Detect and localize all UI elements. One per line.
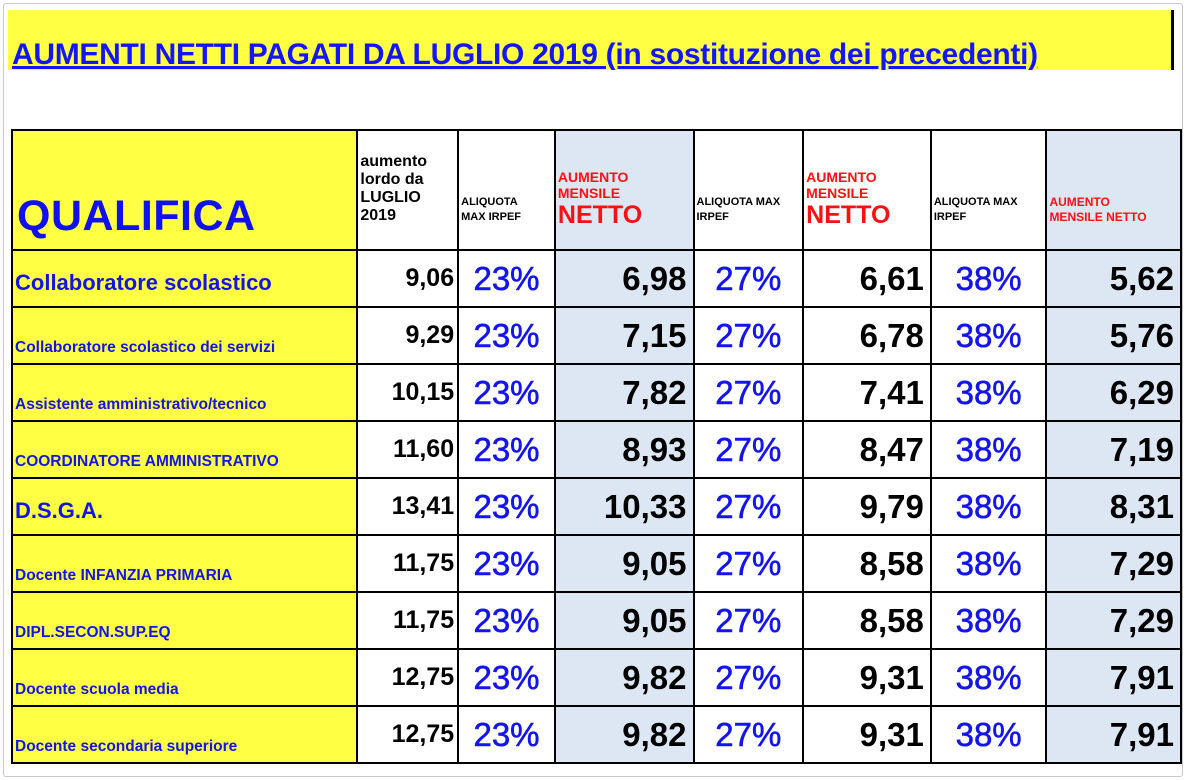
aliquota-cell: 23%	[458, 535, 555, 592]
table-row	[12, 364, 1181, 421]
header-aumento-lordo	[357, 130, 458, 250]
aliquota-cell: 23%	[458, 478, 555, 535]
netto-cell: 9,05	[555, 592, 694, 649]
lordo-cell: 9,29	[357, 307, 458, 364]
table-row	[12, 592, 1181, 649]
aliquota-cell: 27%	[694, 421, 804, 478]
header-netto-1	[555, 130, 694, 250]
netto-cell: 8,58	[803, 592, 931, 649]
lordo-cell: 13,41	[357, 478, 458, 535]
netto-cell: 9,05	[555, 535, 694, 592]
title-band	[8, 10, 1174, 70]
header-netto-line: AUMENTO	[806, 169, 877, 185]
aliquota-cell: 23%	[458, 649, 555, 706]
netto-cell: 9,82	[555, 706, 694, 763]
netto-cell: 7,29	[1046, 592, 1181, 649]
header-netto-big: NETTO	[806, 201, 891, 229]
lordo-cell: 11,75	[357, 535, 458, 592]
netto-cell: 7,19	[1046, 421, 1181, 478]
header-lordo-line: LUGLIO	[360, 189, 421, 206]
netto-cell: 10,33	[555, 478, 694, 535]
aliquota-cell: 38%	[931, 364, 1047, 421]
header-aliquota-line: ALIQUOTA MAX	[696, 196, 781, 208]
header-netto-3	[1046, 130, 1181, 250]
table-row	[12, 250, 1181, 307]
header-lordo-line: aumento	[360, 153, 428, 170]
lordo-cell: 11,75	[357, 592, 458, 649]
lordo-cell: 11,60	[357, 421, 458, 478]
aliquota-cell: 27%	[694, 250, 804, 307]
header-netto-2	[803, 130, 931, 250]
aliquota-cell: 38%	[931, 535, 1047, 592]
header-aliquota-line: IRPEF	[933, 211, 967, 223]
qualifica-cell: Collaboratore scolastico	[12, 250, 357, 307]
qualifica-cell: D.S.G.A.	[12, 478, 357, 535]
aliquota-cell: 23%	[458, 592, 555, 649]
netto-cell: 8,93	[555, 421, 694, 478]
header-aliquota-line: ALIQUOTA MAX	[933, 196, 1018, 208]
header-aliquota-1	[458, 130, 555, 250]
aliquota-cell: 38%	[931, 649, 1047, 706]
aliquota-cell: 27%	[694, 478, 804, 535]
netto-cell: 8,31	[1046, 478, 1181, 535]
header-lordo-line: lordo da	[360, 171, 424, 188]
header-aliquota-line: MAX IRPEF	[461, 211, 522, 223]
netto-cell: 7,15	[555, 307, 694, 364]
aliquota-cell: 23%	[458, 250, 555, 307]
qualifica-cell: Collaboratore scolastico dei servizi	[12, 307, 357, 364]
table-row	[12, 706, 1181, 763]
netto-cell: 7,41	[803, 364, 931, 421]
header-aliquota-3	[931, 130, 1047, 250]
aliquota-cell: 23%	[458, 307, 555, 364]
document-title: AUMENTI NETTI PAGATI DA LUGLIO 2019 (in sostituzione dei precedenti)	[12, 38, 1038, 71]
table-row	[12, 649, 1181, 706]
netto-cell: 9,31	[803, 649, 931, 706]
netto-cell: 9,82	[555, 649, 694, 706]
table-row	[12, 307, 1181, 364]
header-netto-line: MENSILE NETTO	[1049, 210, 1147, 224]
aliquota-cell: 23%	[458, 364, 555, 421]
document-page	[3, 3, 1183, 777]
aliquota-cell: 38%	[931, 592, 1047, 649]
aliquota-cell: 38%	[931, 478, 1047, 535]
netto-cell: 7,91	[1046, 649, 1181, 706]
aliquota-cell: 27%	[694, 706, 804, 763]
aliquota-cell: 38%	[931, 421, 1047, 478]
qualifica-cell: Assistente amministrativo/tecnico	[12, 364, 357, 421]
header-aliquota-2	[694, 130, 804, 250]
netto-cell: 6,61	[803, 250, 931, 307]
header-netto-line: MENSILE	[806, 185, 869, 201]
aliquota-cell: 27%	[694, 649, 804, 706]
header-lordo-line: 2019	[360, 207, 396, 224]
header-qualifica: QUALIFICA	[12, 130, 357, 250]
qualifica-cell: COORDINATORE AMMINISTRATIVO	[12, 421, 357, 478]
lordo-cell: 12,75	[357, 706, 458, 763]
header-netto-line: AUMENTO	[1049, 195, 1110, 209]
header-netto-big: NETTO	[557, 201, 643, 229]
aliquota-cell: 23%	[458, 421, 555, 478]
aliquota-cell: 38%	[931, 250, 1047, 307]
lordo-cell: 12,75	[357, 649, 458, 706]
netto-cell: 6,98	[555, 250, 694, 307]
qualifica-cell: Docente scuola media	[12, 649, 357, 706]
netto-cell: 7,82	[555, 364, 694, 421]
qualifica-cell: Docente INFANZIA PRIMARIA	[12, 535, 357, 592]
table-row	[12, 421, 1181, 478]
table-row	[12, 535, 1181, 592]
qualifica-cell: Docente secondaria superiore	[12, 706, 357, 763]
netto-cell: 9,31	[803, 706, 931, 763]
lordo-cell: 10,15	[357, 364, 458, 421]
aliquota-cell: 27%	[694, 307, 804, 364]
netto-cell: 8,47	[803, 421, 931, 478]
header-aliquota-line: IRPEF	[696, 211, 729, 223]
aliquota-cell: 38%	[931, 307, 1047, 364]
netto-cell: 5,76	[1046, 307, 1181, 364]
netto-cell: 7,29	[1046, 535, 1181, 592]
lordo-cell: 9,06	[357, 250, 458, 307]
header-netto-line: AUMENTO	[557, 169, 629, 185]
netto-cell: 9,79	[803, 478, 931, 535]
table-row	[12, 478, 1181, 535]
aliquota-cell: 38%	[931, 706, 1047, 763]
salary-table	[11, 129, 1182, 764]
netto-cell: 6,29	[1046, 364, 1181, 421]
qualifica-cell: DIPL.SECON.SUP.EQ	[12, 592, 357, 649]
netto-cell: 6,78	[803, 307, 931, 364]
netto-cell: 8,58	[803, 535, 931, 592]
aliquota-cell: 23%	[458, 706, 555, 763]
header-netto-line: MENSILE	[557, 185, 621, 201]
aliquota-cell: 27%	[694, 592, 804, 649]
header-aliquota-line: ALIQUOTA	[461, 196, 518, 208]
netto-cell: 7,91	[1046, 706, 1181, 763]
aliquota-cell: 27%	[694, 535, 804, 592]
aliquota-cell: 27%	[694, 364, 804, 421]
netto-cell: 5,62	[1046, 250, 1181, 307]
table-header-row	[12, 130, 1181, 250]
